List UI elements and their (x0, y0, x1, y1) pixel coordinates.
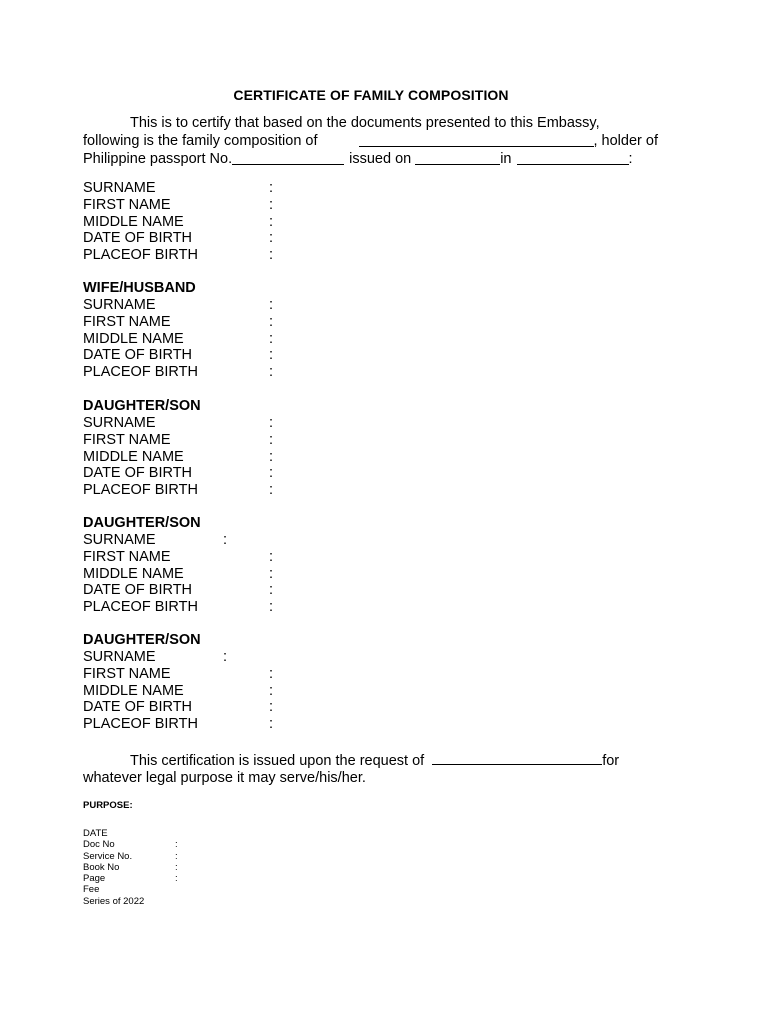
place-of-birth-label: PLACEOF BIRTH (83, 716, 198, 733)
surname-label: SURNAME (83, 415, 156, 431)
place-of-birth-label: PLACEOF BIRTH (83, 247, 198, 264)
child-2-section (83, 515, 274, 616)
closing-paragraph (83, 750, 658, 787)
child-1-middle-name-row (83, 448, 274, 466)
child-3-heading: DAUGHTER/SON (83, 632, 201, 648)
issued-place-blank[interactable] (517, 150, 629, 165)
footer-service-no-row (83, 850, 178, 862)
colon: : (269, 247, 274, 264)
spouse-heading: WIFE/HUSBAND (83, 280, 196, 296)
colon: : (269, 415, 274, 431)
child-1-surname-row (83, 415, 274, 432)
middle-name-label: MIDDLE NAME (83, 330, 184, 347)
colon: : (269, 699, 274, 716)
date-of-birth-label: DATE OF BIRTH (83, 582, 193, 599)
in-label: in (500, 151, 512, 167)
spouse-pob-row (83, 364, 274, 381)
colon: : (175, 873, 178, 885)
colon: : (269, 230, 274, 247)
middle-name-label: MIDDLE NAME (83, 565, 184, 582)
colon: : (269, 297, 274, 313)
footer-doc-no-row (83, 839, 178, 851)
colon: : (269, 565, 274, 582)
colon: : (269, 364, 274, 381)
child-1-section (83, 398, 274, 499)
surname-label: SURNAME (83, 180, 156, 196)
first-name-label: FIRST NAME (83, 313, 171, 330)
issued-on-label: issued on (349, 151, 412, 167)
service-no-label: Service No. (83, 850, 133, 862)
fee-label: Fee (83, 884, 100, 896)
intro-paragraph (83, 114, 658, 168)
footer-page-row (83, 873, 178, 885)
footer-fee-row (83, 884, 144, 895)
book-no-label: Book No (83, 861, 120, 873)
purpose-label: PURPOSE: (83, 800, 133, 811)
holder-section (83, 180, 274, 264)
footer-date-row (83, 828, 144, 839)
requester-name-blank[interactable] (432, 750, 602, 765)
child-3-section (83, 632, 274, 733)
spouse-surname-row (83, 297, 274, 314)
child-3-first-name-row (83, 665, 274, 683)
colon: : (269, 431, 274, 448)
colon: : (269, 716, 274, 733)
middle-name-label: MIDDLE NAME (83, 682, 184, 699)
colon: : (269, 347, 274, 364)
closing-line-2: whatever legal purpose it may serve/his/her. (83, 770, 366, 786)
doc-no-label: Doc No (83, 839, 115, 851)
passport-number-blank[interactable] (232, 150, 344, 165)
colon: : (223, 649, 228, 665)
colon: : (175, 839, 178, 851)
colon: : (269, 213, 274, 230)
colon: : (269, 180, 274, 196)
footer-book-no-row (83, 861, 178, 873)
date-label: DATE (83, 828, 108, 839)
child-3-middle-name-row (83, 682, 274, 700)
first-name-label: FIRST NAME (83, 548, 171, 565)
intro-line-1: This is to certify that based on the documents presented to this Embassy, (130, 115, 600, 131)
child-1-first-name-row (83, 431, 274, 449)
footer-series-row (83, 896, 144, 907)
child-2-middle-name-row (83, 565, 274, 583)
intro-line-3-end: : (628, 151, 633, 167)
spouse-section (83, 280, 274, 381)
colon: : (175, 861, 178, 873)
child-2-heading: DAUGHTER/SON (83, 515, 201, 531)
intro-line-2-end: , holder of (593, 133, 658, 149)
spouse-middle-name-row (83, 330, 274, 348)
surname-label: SURNAME (83, 297, 156, 313)
child-1-dob-row (83, 465, 274, 482)
place-of-birth-label: PLACEOF BIRTH (83, 364, 198, 381)
intro-line-2 (83, 132, 658, 150)
colon: : (175, 850, 178, 862)
issued-date-blank[interactable] (415, 150, 500, 165)
spouse-first-name-row (83, 313, 274, 331)
date-of-birth-label: DATE OF BIRTH (83, 699, 193, 716)
child-1-heading: DAUGHTER/SON (83, 398, 201, 414)
date-of-birth-label: DATE OF BIRTH (83, 347, 193, 364)
colon: : (269, 665, 274, 682)
surname-label: SURNAME (83, 532, 156, 548)
closing-line-1-text: This certification is issued upon the request of (130, 753, 425, 769)
place-of-birth-label: PLACEOF BIRTH (83, 482, 198, 499)
series-label: Series of 2022 (83, 895, 145, 907)
colon: : (269, 599, 274, 616)
child-1-pob-row (83, 482, 274, 499)
child-3-pob-row (83, 716, 274, 733)
colon: : (223, 532, 228, 548)
holder-first-name-row (83, 196, 274, 214)
holder-name-blank[interactable] (359, 132, 594, 147)
colon: : (269, 582, 274, 599)
first-name-label: FIRST NAME (83, 431, 171, 448)
intro-line-3 (83, 150, 658, 168)
first-name-label: FIRST NAME (83, 665, 171, 682)
page-label: Page (83, 873, 106, 885)
child-3-dob-row (83, 699, 274, 716)
intro-line-2-text: following is the family composition of (83, 133, 318, 149)
document-title: CERTIFICATE OF FAMILY COMPOSITION (233, 87, 509, 103)
child-2-surname-row (83, 532, 228, 549)
child-2-pob-row (83, 599, 274, 616)
colon: : (269, 196, 274, 213)
colon: : (269, 682, 274, 699)
place-of-birth-label: PLACEOF BIRTH (83, 599, 198, 616)
holder-pob-row (83, 247, 274, 264)
colon: : (269, 465, 274, 482)
colon: : (269, 482, 274, 499)
child-2-first-name-row (83, 548, 274, 566)
middle-name-label: MIDDLE NAME (83, 448, 184, 465)
colon: : (269, 448, 274, 465)
first-name-label: FIRST NAME (83, 196, 171, 213)
colon: : (269, 330, 274, 347)
surname-label: SURNAME (83, 649, 156, 665)
child-3-surname-row (83, 649, 228, 666)
footer-details (83, 828, 178, 907)
spouse-dob-row (83, 347, 274, 364)
date-of-birth-label: DATE OF BIRTH (83, 465, 193, 482)
colon: : (269, 548, 274, 565)
passport-label: Philippine passport No. (83, 151, 233, 167)
closing-line-1 (83, 750, 658, 770)
date-of-birth-label: DATE OF BIRTH (83, 230, 193, 247)
middle-name-label: MIDDLE NAME (83, 213, 184, 230)
holder-surname-row (83, 180, 274, 197)
holder-middle-name-row (83, 213, 274, 231)
holder-dob-row (83, 230, 274, 247)
closing-line-1-end: for (602, 753, 620, 769)
child-2-dob-row (83, 582, 274, 599)
colon: : (269, 313, 274, 330)
